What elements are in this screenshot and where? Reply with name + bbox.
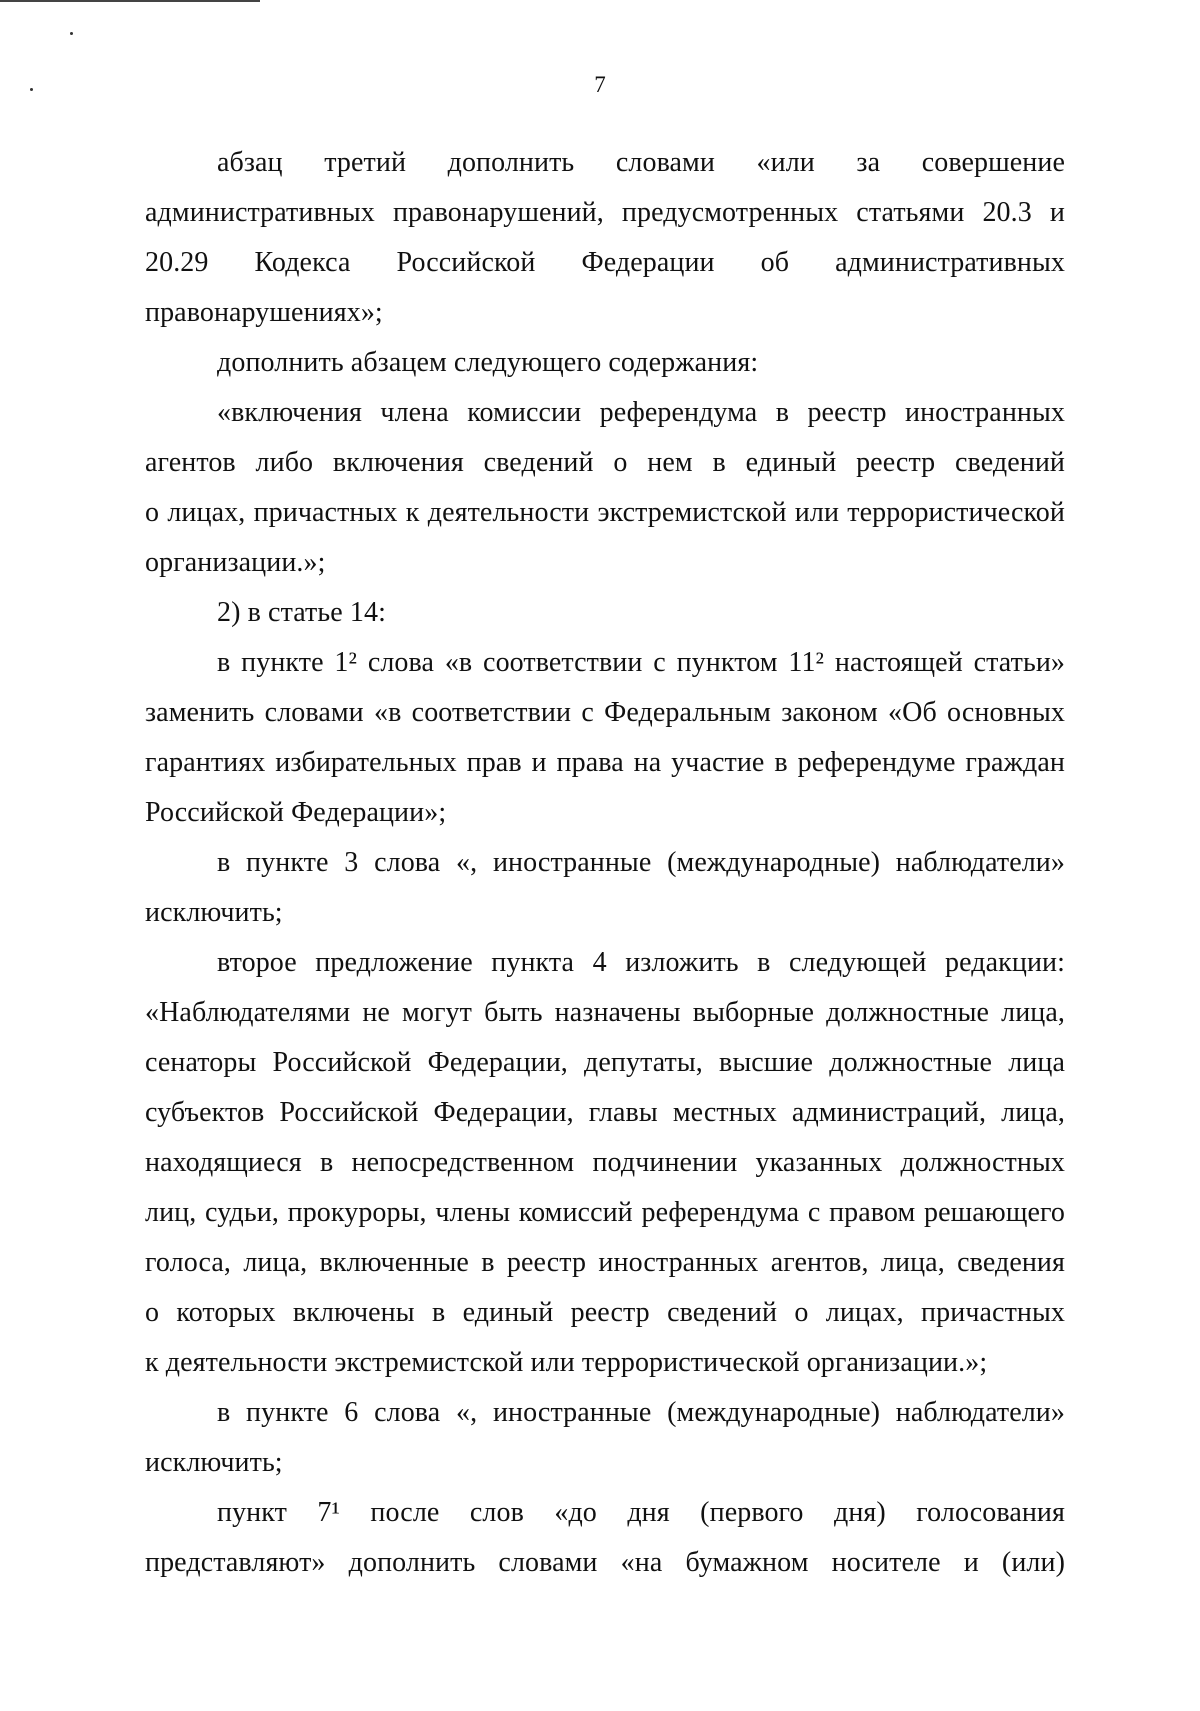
text-line: о лицах, причастных к деятельности экстремистской или террористической xyxy=(145,497,1065,528)
text-line: гарантиях избирательных прав и права на участие в референдуме граждан xyxy=(145,747,1065,778)
text-line: субъектов Российской Федерации, главы местных администраций, лица, xyxy=(145,1097,1065,1128)
page-number: 7 xyxy=(594,72,606,97)
text-line: «включения члена комиссии референдума в реестр иностранных xyxy=(217,397,1065,428)
document-body xyxy=(145,138,1065,1588)
text-line: лиц, судьи, прокуроры, члены комиссий референдума с правом решающего xyxy=(145,1197,1065,1228)
text-line: находящиеся в непосредственном подчинении указанных должностных xyxy=(145,1147,1065,1178)
text-line: правонарушениях»; xyxy=(145,297,383,328)
text-line: агентов либо включения сведений о нем в единый реестр сведений xyxy=(145,447,1065,478)
text-line: дополнить абзацем следующего содержания: xyxy=(217,347,759,378)
text-line: заменить словами «в соответствии с Федеральным законом «Об основных xyxy=(145,697,1065,728)
text-line: в пункте 3 слова «, иностранные (международные) наблюдатели» xyxy=(217,847,1065,878)
text-line: 2) в статье 14: xyxy=(217,597,386,628)
scan-edge-line xyxy=(0,0,260,2)
text-line: о которых включены в единый реестр сведений о лицах, причастных xyxy=(145,1297,1065,1328)
text-line: административных правонарушений, предусмотренных статьями 20.3 и xyxy=(145,197,1065,228)
text-line: в пункте 1² слова «в соответствии с пунктом 11² настоящей статьи» xyxy=(217,647,1065,678)
text-line: 20.29 Кодекса Российской Федерации об административных xyxy=(145,247,1065,278)
text-line: к деятельности экстремистской или террористической организации.»; xyxy=(145,1347,988,1378)
text-line: сенаторы Российской Федерации, депутаты, высшие должностные лица xyxy=(145,1047,1065,1078)
text-line: пункт 7¹ после слов «до дня (первого дня) голосования xyxy=(217,1497,1065,1528)
text-line: абзац третий дополнить словами «или за совершение xyxy=(217,147,1065,178)
text-line: второе предложение пункта 4 изложить в следующей редакции: xyxy=(217,947,1065,978)
text-line: исключить; xyxy=(145,1447,283,1478)
text-line: представляют» дополнить словами «на бумажном носителе и (или) xyxy=(145,1547,1065,1578)
text-line: «Наблюдателями не могут быть назначены выборные должностные лица, xyxy=(145,997,1065,1028)
text-line: организации.»; xyxy=(145,547,326,578)
text-line: голоса, лица, включенные в реестр иностранных агентов, лица, сведения xyxy=(145,1247,1065,1278)
scan-speck xyxy=(70,32,73,35)
text-line: Российской Федерации»; xyxy=(145,797,447,828)
text-line: исключить; xyxy=(145,897,283,928)
text-line: в пункте 6 слова «, иностранные (международные) наблюдатели» xyxy=(217,1397,1065,1428)
